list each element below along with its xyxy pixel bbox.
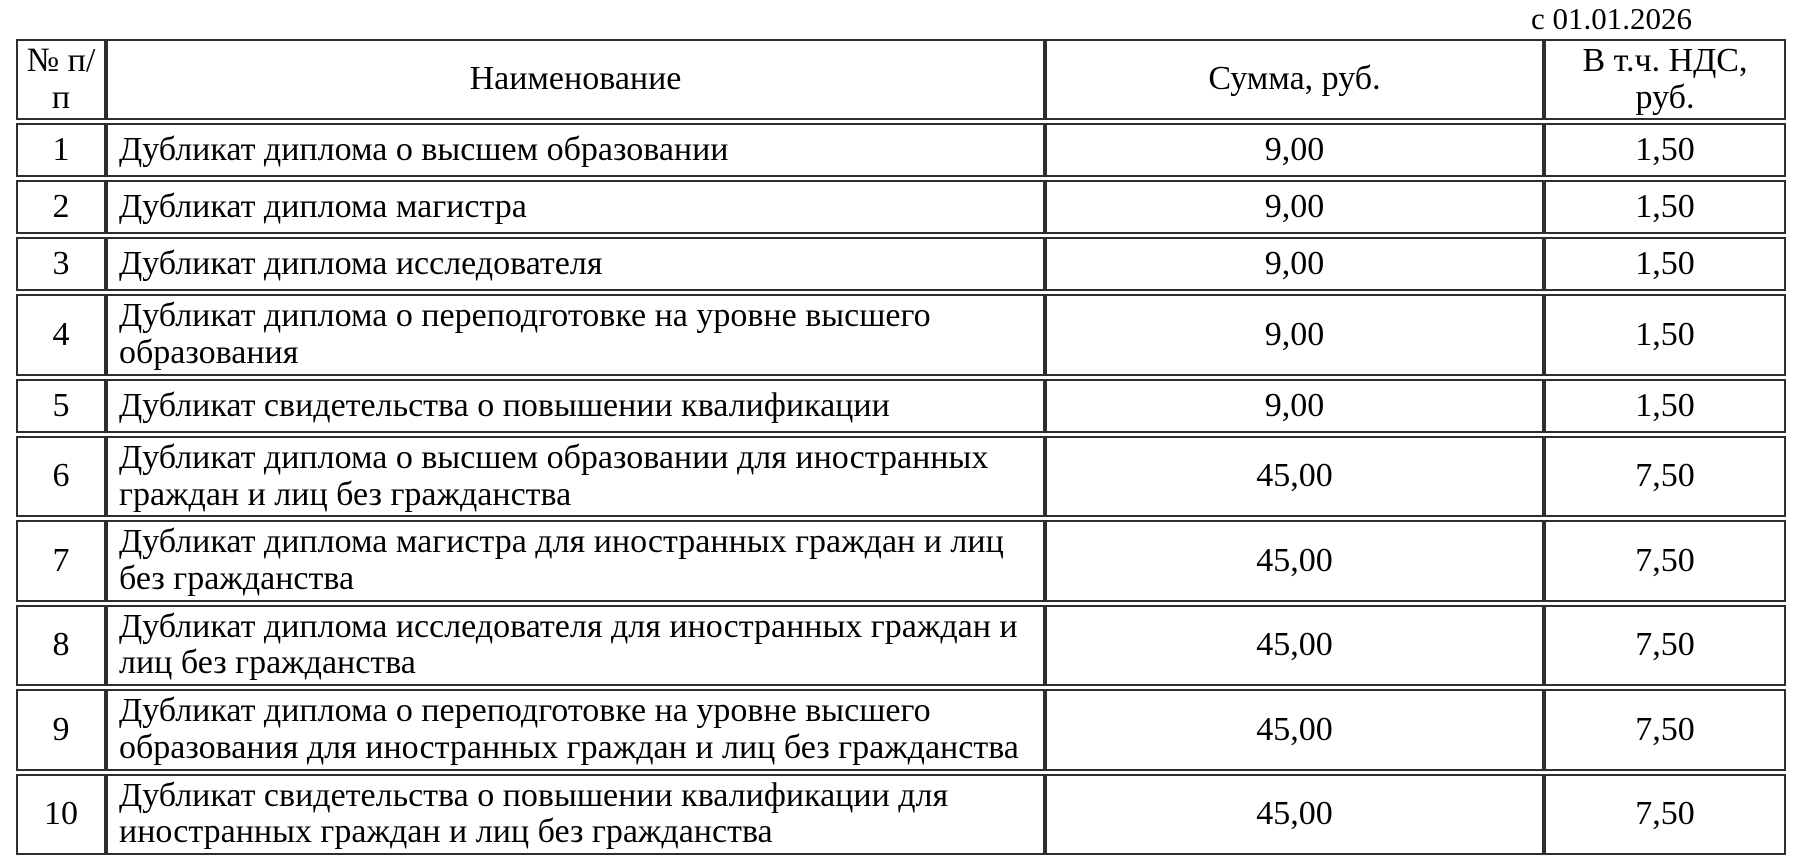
amount-cell: 9,00 [1045,237,1544,291]
header-amount: Сумма, руб. [1045,39,1544,120]
row-number-cell: 2 [16,180,106,234]
service-name-cell: Дубликат свидетельства о повышении квалификации [106,379,1045,433]
table-body [16,123,1786,855]
row-number-cell: 10 [16,774,106,855]
row-number-cell: 6 [16,436,106,517]
row-number-cell: 1 [16,123,106,177]
amount-cell: 45,00 [1045,774,1544,855]
amount-cell: 45,00 [1045,436,1544,517]
vat-cell: 7,50 [1544,689,1786,770]
service-name-cell: Дубликат диплома о переподготовке на уровне высшего образования [106,294,1045,375]
vat-cell: 1,50 [1544,294,1786,375]
vat-cell: 7,50 [1544,520,1786,601]
header-row-number: № п/п [16,39,106,120]
table-row [16,379,1786,433]
header-row [16,39,1786,120]
table-row [16,774,1786,855]
price-table [16,36,1786,857]
table-row [16,180,1786,234]
amount-cell: 9,00 [1045,379,1544,433]
header-service-name: Наименование [106,39,1045,120]
amount-cell: 45,00 [1045,605,1544,686]
table-row [16,436,1786,517]
vat-cell: 7,50 [1544,436,1786,517]
amount-cell: 45,00 [1045,520,1544,601]
table-row [16,605,1786,686]
vat-cell: 1,50 [1544,180,1786,234]
amount-cell: 9,00 [1045,123,1544,177]
service-name-cell: Дубликат диплома магистра [106,180,1045,234]
service-name-cell: Дубликат диплома исследователя для иностранных граждан и лиц без гражданства [106,605,1045,686]
table-row [16,294,1786,375]
vat-cell: 1,50 [1544,379,1786,433]
service-name-cell: Дубликат диплома магистра для иностранных граждан и лиц без гражданства [106,520,1045,601]
row-number-cell: 7 [16,520,106,601]
amount-cell: 45,00 [1045,689,1544,770]
amount-cell: 9,00 [1045,180,1544,234]
vat-cell: 1,50 [1544,237,1786,291]
table-row [16,689,1786,770]
vat-cell: 7,50 [1544,605,1786,686]
row-number-cell: 8 [16,605,106,686]
service-name-cell: Дубликат диплома о высшем образовании для иностранных граждан и лиц без гражданства [106,436,1045,517]
amount-cell: 9,00 [1045,294,1544,375]
row-number-cell: 4 [16,294,106,375]
vat-cell: 1,50 [1544,123,1786,177]
service-name-cell: Дубликат свидетельства о повышении квалификации для иностранных граждан и лиц без гражданства [106,774,1045,855]
effective-date-label: с 01.01.2026 [1530,1,1692,36]
service-name-cell: Дубликат диплома о высшем образовании [106,123,1045,177]
service-name-cell: Дубликат диплома исследователя [106,237,1045,291]
row-number-cell: 3 [16,237,106,291]
table-row [16,520,1786,601]
row-number-cell: 9 [16,689,106,770]
header-vat: В т.ч. НДС, руб. [1544,39,1786,120]
row-number-cell: 5 [16,379,106,433]
table-row [16,237,1786,291]
service-name-cell: Дубликат диплома о переподготовке на уровне высшего образования для иностранных граждан и лиц без гражданства [106,689,1045,770]
vat-cell: 7,50 [1544,774,1786,855]
table-row [16,123,1786,177]
